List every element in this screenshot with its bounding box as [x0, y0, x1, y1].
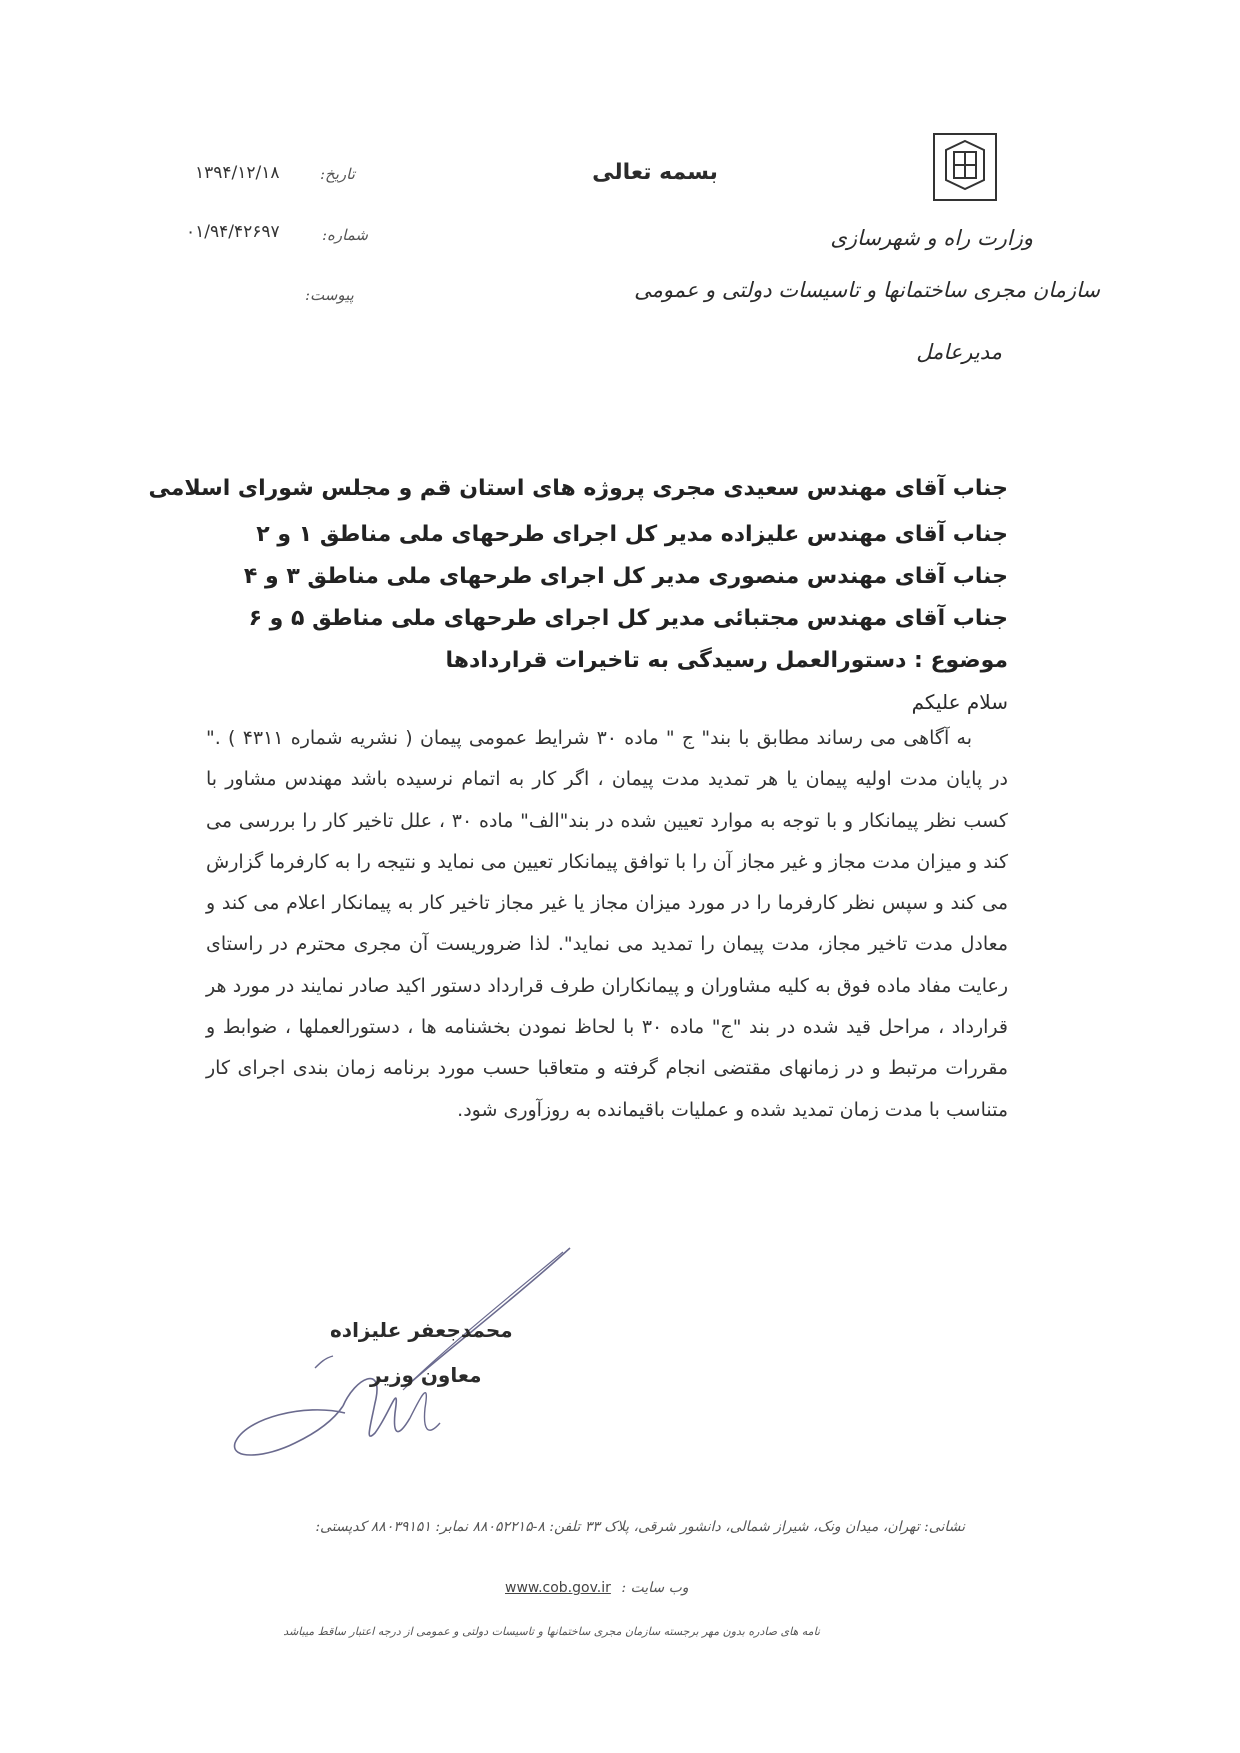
subject-line: موضوع : دستورالعمل رسیدگی به تاخیرات قراردادها	[445, 648, 1008, 673]
footer-address: نشانی: تهران، میدان ونک، شیراز شمالی، دانشور شرقی، پلاک ۳۳ تلفن: ۸-۸۸۰۵۲۲۱۵ نمابر: ۸۸۰۳۹۱۵۱ کدپستی:	[315, 1519, 965, 1535]
website-link[interactable]: www.cob.gov.ir	[505, 1580, 611, 1596]
website-label: وب سایت :	[621, 1580, 689, 1596]
bismillah: بسمه تعالی	[592, 160, 718, 185]
signatory-title: معاون وزیر	[370, 1363, 482, 1387]
footer-note: نامه های صادره بدون مهر برجسته سازمان مجری ساختمانها و تاسیسات دولتی و عمومی از درجه اعتبار ساقط میباشد	[283, 1625, 820, 1638]
letter-body-text: به آگاهی می رساند مطابق با بند" ج " ماده ۳۰ شرایط عمومی پیمان ( نشریه شماره ۴۳۱۱ ) ." در پایان مدت اولیه پیمان یا هر تمدید مدت پیمان ، اگر کار به اتمام نرسیده باشد مهندس مشاور با کسب نظر پیمانکار و با توجه به موارد تعیین شده در بند"الف" ماده ۳۰ ، علل تاخیر کار را بررسی می کند و میزان مدت مجاز و غیر مجاز آن را با توافق پیمانکار تعیین می نماید و نتیجه را به کارفرما گزارش می کند و سپس نظر کارفرما را در مورد میزان مجاز یا غیر مجاز تاخیر کار به پیمانکار اعلام می کند و معادل مدت تاخیر مجاز، مدت پیمان را تمدید می نماید". لذا ضروریست آن مجری محترم در راستای رعایت مفاد ماده فوق به کلیه مشاوران و پیمانکاران طرف قرارداد دستور اکید صادر نمایند در مورد هر قرارداد ، مراحل قید شده در بند "ج" ماده ۳۰ با لحاظ نمودن بخشنامه ها ، دستورالعملها ، ضوابط و مقررات مرتبط و در زمانهای مقتضی انجام گرفته و متعاقبا حسب مورد برنامه زمان بندی اجرای کار متناسب با مدت زمان تمدید شده و عملیات باقیمانده به روزآوری شود.	[206, 727, 1008, 1121]
footer-website	[505, 1580, 689, 1596]
number-value: ۰۱/۹۴/۴۲۶۹۷	[186, 222, 280, 242]
role-title: مدیرعامل	[916, 340, 1002, 364]
handwritten-signature-icon	[225, 1228, 625, 1468]
letter-body	[206, 718, 1008, 1131]
addressee-3: جناب آقای مهندس منصوری مدیر کل اجرای طرحهای ملی مناطق ۳ و ۴	[243, 564, 1008, 589]
ministry-name: وزارت راه و شهرسازی	[830, 226, 1033, 250]
addressee-1: جناب آقای مهندس سعیدی مجری پروژه های استان قم و مجلس شورای اسلامی	[148, 476, 1008, 501]
addressee-2: جناب آقای مهندس علیزاده مدیر کل اجرای طرحهای ملی مناطق ۱ و ۲	[256, 522, 1008, 547]
signatory-name: محمدجعفر علیزاده	[330, 1318, 513, 1342]
greeting: سلام علیکم	[911, 690, 1008, 714]
addressee-4: جناب آقای مهندس مجتبائی مدیر کل اجرای طرحهای ملی مناطق ۵ و ۶	[248, 606, 1008, 631]
organization-name: سازمان مجری ساختمانها و تاسیسات دولتی و عمومی	[634, 278, 1100, 302]
attachment-label: پیوست:	[305, 286, 354, 304]
number-label: شماره:	[322, 226, 368, 244]
date-label: تاریخ:	[320, 165, 355, 183]
date-value: ۱۳۹۴/۱۲/۱۸	[195, 163, 280, 183]
ministry-logo-icon	[932, 132, 998, 202]
